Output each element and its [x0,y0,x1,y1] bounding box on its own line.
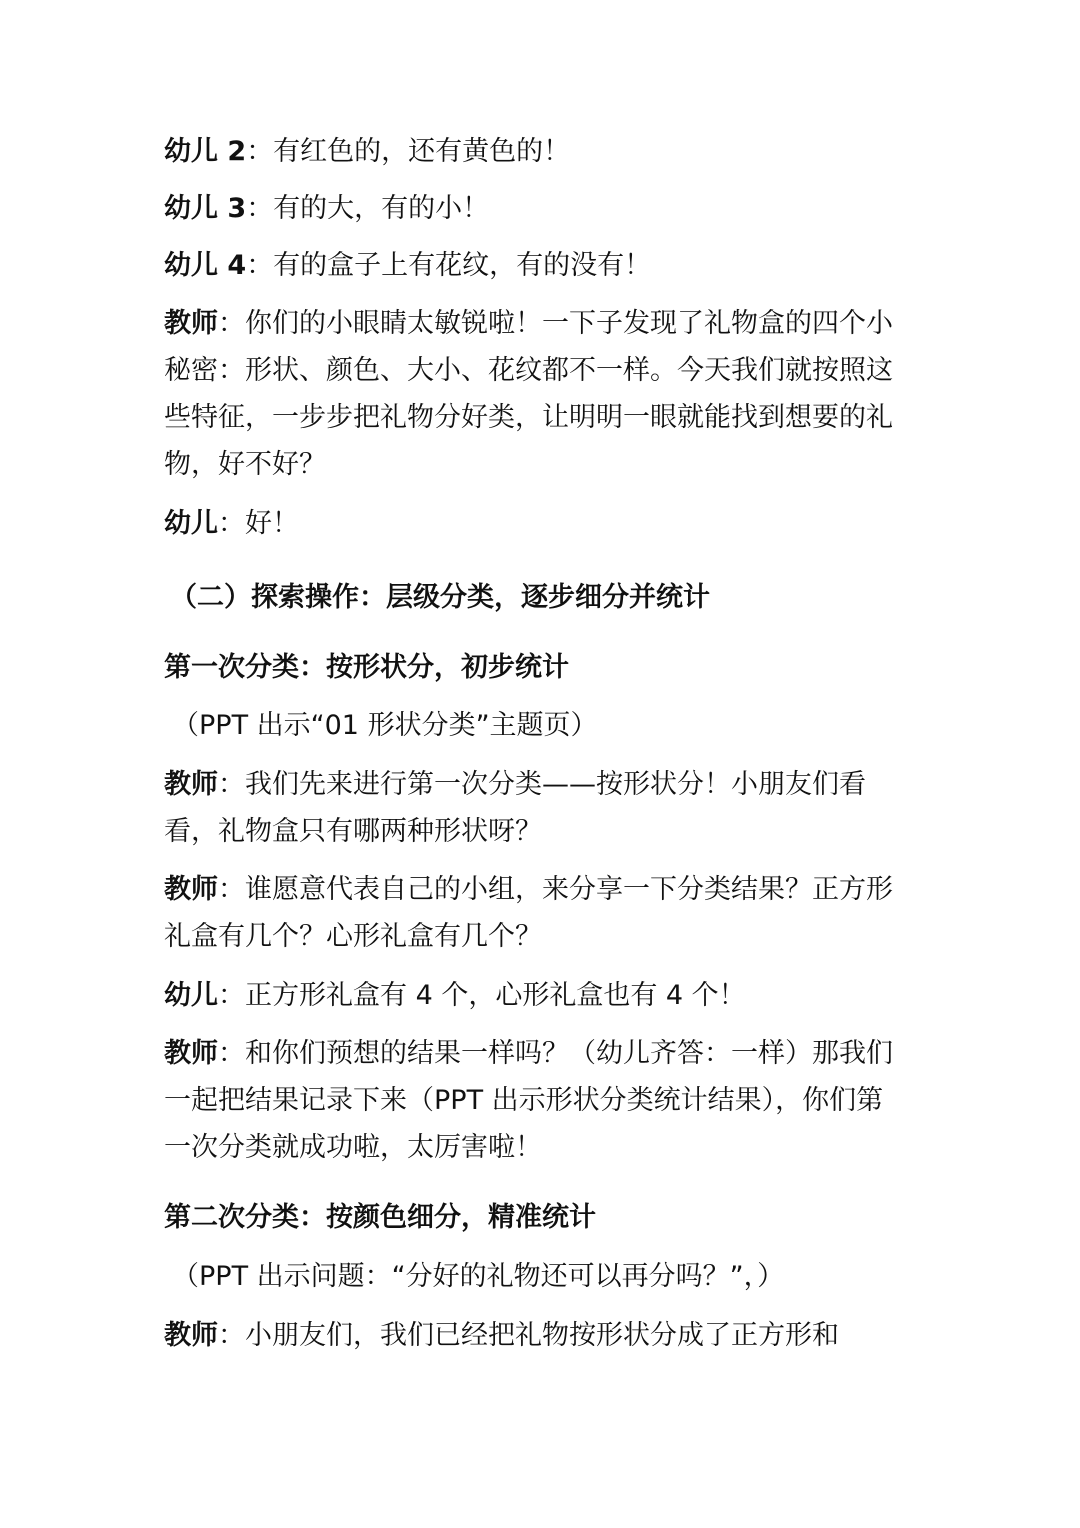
dialogue-line-child-2 [164,128,904,175]
dialogue-line-teacher [164,1030,904,1171]
ppt-note: （PPT 出示问题：“分好的礼物还可以再分吗？”，） [172,1261,785,1292]
ppt-note: （PPT 出示“01 形状分类”主题页） [172,710,598,741]
dialogue-text: ：我们先来进行第一次分类——按形状分！小朋友们看看，礼物盒只有哪两种形状呀？ [164,769,866,847]
dialogue-line-teacher [164,1312,904,1359]
speaker-label: 幼儿 [164,980,218,1011]
dialogue-text: ：有的盒子上有花纹，有的没有！ [246,250,652,281]
dialogue-line-child-4 [164,242,904,289]
dialogue-text: ：好！ [218,508,299,539]
dialogue-text: ：有红色的，还有黄色的！ [246,136,571,167]
dialogue-line-teacher [164,300,904,488]
dialogue-line-teacher [164,866,904,960]
dialogue-text: ：有的大，有的小！ [246,193,490,224]
section-heading: （二）探索操作：层级分类，逐步细分并统计 [170,582,710,613]
speaker-label: 教师 [164,308,218,339]
subsection-heading-shape: 第一次分类：按形状分，初步统计 [164,652,569,683]
dialogue-line-children [164,500,904,547]
subsection-heading-color: 第二次分类：按颜色细分，精准统计 [164,1202,596,1233]
speaker-label: 教师 [164,1038,218,1069]
speaker-label: 幼儿 3 [164,193,247,224]
speaker-label: 教师 [164,1320,218,1351]
dialogue-line-teacher [164,761,904,855]
dialogue-text: ：正方形礼盒有 4 个，心形礼盒也有 4 个！ [218,980,746,1011]
dialogue-text: ：你们的小眼睛太敏锐啦！一下子发现了礼物盒的四个小秘密：形状、颜色、大小、花纹都不一样。今天我们就按照这些特征，一步步把礼物分好类，让明明一眼就能找到想要的礼物，好不好？ [164,308,893,480]
dialogue-text: ：和你们预想的结果一样吗？（幼儿齐答：一样）那我们一起把结果记录下来（PPT 出示形状分类统计结果），你们第一次分类就成功啦，太厉害啦！ [164,1038,893,1163]
dialogue-line-child-3 [164,185,904,232]
dialogue-text: ：小朋友们，我们已经把礼物按形状分成了正方形和 [218,1320,839,1351]
speaker-label: 幼儿 2 [164,136,247,167]
speaker-label: 教师 [164,874,218,905]
speaker-label: 教师 [164,769,218,800]
speaker-label: 幼儿 4 [164,250,247,281]
speaker-label: 幼儿 [164,508,218,539]
dialogue-line-children [164,972,904,1019]
dialogue-text: ：谁愿意代表自己的小组，来分享一下分类结果？正方形礼盒有几个？心形礼盒有几个？ [164,874,893,952]
